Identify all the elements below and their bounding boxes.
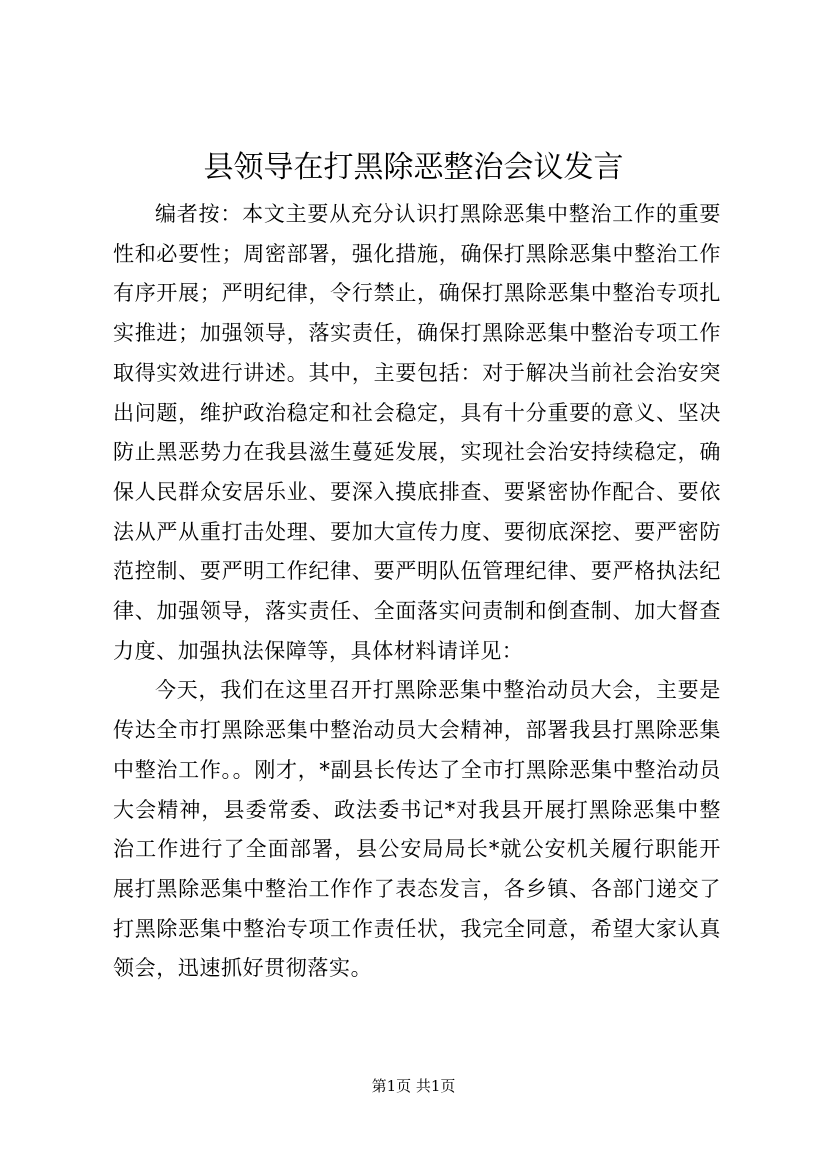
page-footer: 第1页 共1页 bbox=[371, 1077, 456, 1095]
editor-note-paragraph: 编者按：本文主要从充分认识打黑除恶集中整治工作的重要性和必要性；周密部署，强化措施，确保打黑除恶集中整治工作有序开展；严明纪律，令行禁止，确保打黑除恶集中整治专项扎实推进；加强领导，落实责任，确保打黑除恶集中整治专项工作取得实效进行讲述。其中，主要包括：对于解决当前社会治安突出问题，维护政治稳定和社会稳定，具有十分重要的意义、坚决防止黑恶势力在我县滋生蔓延发展，实现社会治安持续稳定，确保人民群众安居乐业、要深入摸底排查、要紧密协作配合、要依法从严从重打击处理、要加大宣传力度、要彻底深挖、要严密防范控制、要严明工作纪律、要严明队伍管理纪律、要严格执法纪律、加强领导，落实责任、全面落实问责制和倒查制、加大督查力度、加强执法保障等，具体材料请详见： bbox=[113, 202, 721, 663]
document-title: 县领导在打黑除恶整治会议发言 bbox=[203, 150, 624, 185]
document-body bbox=[113, 195, 721, 989]
speech-paragraph: 今天，我们在这里召开打黑除恶集中整治动员大会，主要是传达全市打黑除恶集中整治动员大会精神，部署我县打黑除恶集中整治工作。。刚才，*副县长传达了全市打黑除恶集中整治动员大会精神，县委常委、政法委书记*对我县开展打黑除恶集中整治工作进行了全面部署，县公安局局长*就公安机关履行职能开展打黑除恶集中整治工作作了表态发言，各乡镇、各部门递交了打黑除恶集中整治专项工作责任状，我完全同意，希望大家认真领会，迅速抓好贯彻落实。 bbox=[113, 678, 721, 981]
